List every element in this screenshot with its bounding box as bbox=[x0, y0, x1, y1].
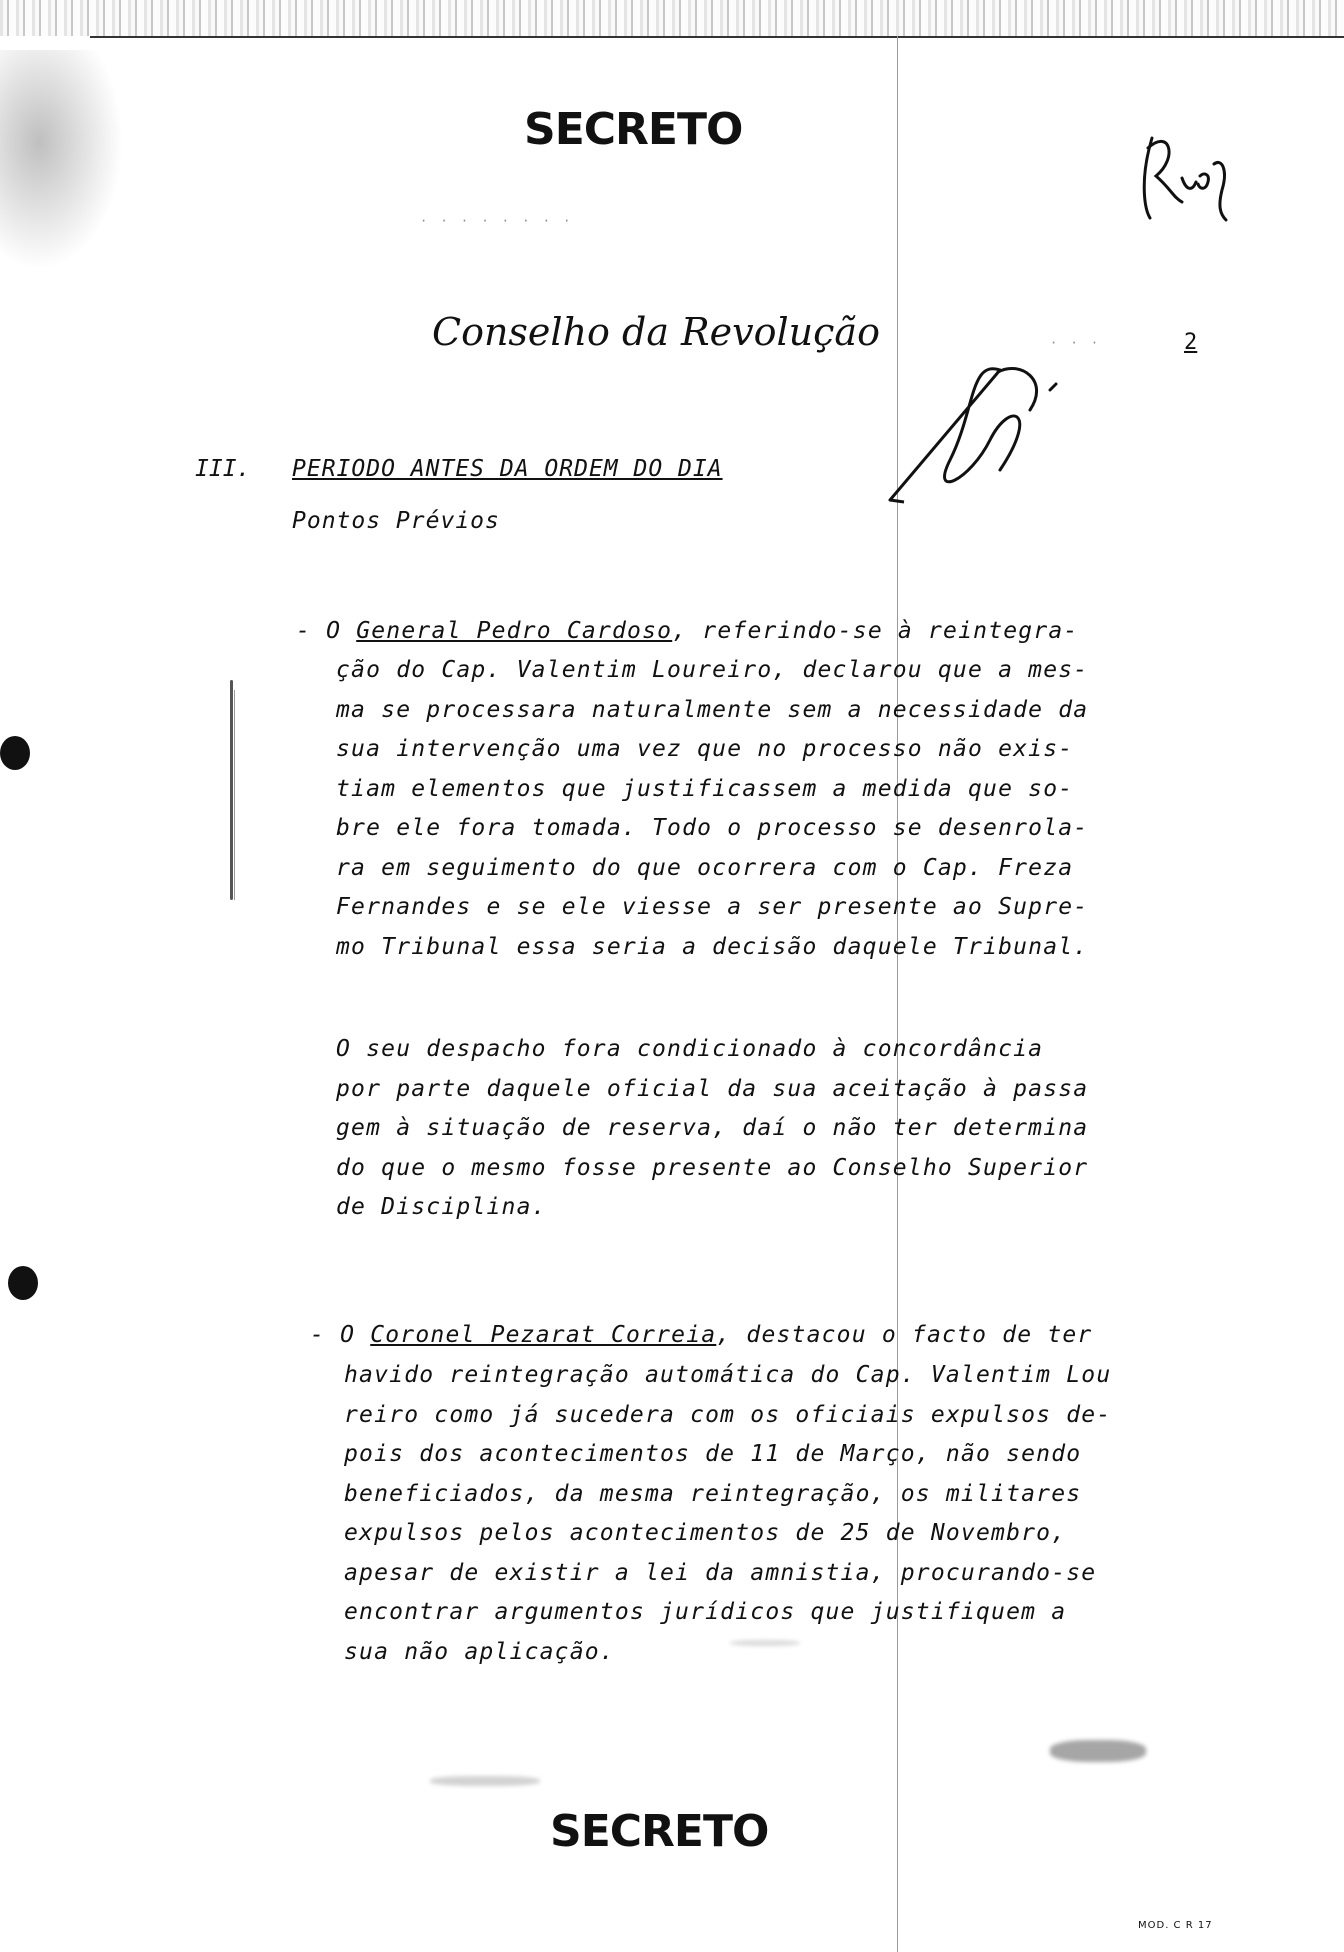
paragraph-line: encontrar argumentos jurídicos que justifiquem a bbox=[344, 1599, 1067, 1625]
paragraph-line: havido reintegração automática do Cap. Valentim Lou bbox=[344, 1362, 1112, 1388]
paragraph-line: ma se processara naturalmente sem a necessidade da bbox=[336, 696, 1089, 723]
speaker-name: General Pedro Cardoso bbox=[356, 618, 673, 644]
bleed-through-text: · · · bbox=[1050, 336, 1102, 350]
paragraph-line: Fernandes e se ele viesse a ser presente ao Supre- bbox=[336, 894, 1089, 920]
top-rule bbox=[90, 36, 1344, 38]
paragraph-body bbox=[336, 651, 1088, 967]
paragraph-line: ção do Cap. Valentim Loureiro, declarou que a mes- bbox=[336, 657, 1089, 683]
punch-hole bbox=[8, 1266, 38, 1300]
paragraph-line: sua não aplicação. bbox=[344, 1638, 615, 1665]
punch-hole bbox=[0, 736, 30, 770]
scan-smudge bbox=[1050, 1740, 1146, 1762]
margin-mark bbox=[230, 680, 233, 900]
paragraph-line: do que o mesmo fosse presente ao Conselho Superior bbox=[336, 1154, 1089, 1181]
paragraph-line: apesar de existir a lei da amnistia, procurando-se bbox=[344, 1559, 1097, 1586]
section-subtitle: Pontos Prévios bbox=[292, 508, 500, 534]
bullet-dash: - O bbox=[296, 618, 357, 644]
speaker-name: Coronel Pezarat Correia bbox=[370, 1322, 717, 1348]
scan-smudge bbox=[430, 1776, 540, 1786]
scan-smudge bbox=[730, 1640, 800, 1646]
paragraph-line: bre ele fora tomada. Todo o processo se desenrola- bbox=[336, 815, 1089, 841]
handwritten-initials-icon bbox=[1130, 118, 1240, 228]
form-reference: MOD. C R 17 bbox=[1138, 1920, 1213, 1931]
paragraph-general-cardoso bbox=[296, 612, 1078, 652]
paragraph-line: pois dos acontecimentos de 11 de Março, não sendo bbox=[344, 1441, 1082, 1467]
paragraph-line: O seu despacho fora condicionado à concordância bbox=[336, 1036, 1044, 1062]
scan-top-edge bbox=[0, 0, 1344, 36]
classification-stamp-bottom: SECRETO bbox=[550, 1806, 769, 1857]
paragraph-body bbox=[344, 1356, 1111, 1672]
paragraph-line: tiam elementos que justificassem a medida que so- bbox=[336, 775, 1074, 802]
paragraph-text: , destacou o facto de ter bbox=[716, 1322, 1093, 1348]
paragraph-line: beneficiados, da mesma reintegração, os militares bbox=[344, 1480, 1082, 1507]
paragraph-line: reiro como já sucedera com os oficiais expulsos de- bbox=[344, 1401, 1112, 1428]
paragraph-text: , referindo-se à reintegra- bbox=[672, 618, 1079, 644]
scan-noise bbox=[0, 50, 130, 280]
paragraph-line: expulsos pelos acontecimentos de 25 de Novembro, bbox=[344, 1520, 1067, 1546]
classification-stamp-top: SECRETO bbox=[524, 104, 743, 155]
paragraph-coronel-correia bbox=[310, 1316, 1092, 1356]
paragraph-line: mo Tribunal essa seria a decisão daquele Tribunal. bbox=[336, 933, 1089, 960]
section-title: PERIODO ANTES DA ORDEM DO DIA bbox=[292, 456, 723, 482]
paragraph-despacho bbox=[336, 1030, 1088, 1228]
section-number: III. bbox=[195, 456, 251, 482]
paragraph-line: sua intervenção uma vez que no processo não exis- bbox=[336, 736, 1074, 762]
paragraph-line: ra em seguimento do que ocorrera com o Cap. Freza bbox=[336, 854, 1074, 881]
bleed-through-text: · · · · · · · · bbox=[420, 214, 574, 228]
paragraph-line: de Disciplina. bbox=[336, 1194, 547, 1220]
signature-icon bbox=[880, 350, 1080, 520]
paragraph-line: gem à situação de reserva, daí o não ter determina bbox=[336, 1115, 1089, 1141]
margin-mark bbox=[234, 690, 235, 900]
paragraph-line: por parte daquele oficial da sua aceitação à passa bbox=[336, 1075, 1089, 1102]
page-number: 2 bbox=[1184, 330, 1198, 355]
council-letterhead: Conselho da Revolução bbox=[432, 310, 880, 354]
bullet-dash: - O bbox=[310, 1322, 371, 1348]
paragraph-line bbox=[296, 612, 1078, 652]
paragraph-line bbox=[310, 1316, 1092, 1356]
